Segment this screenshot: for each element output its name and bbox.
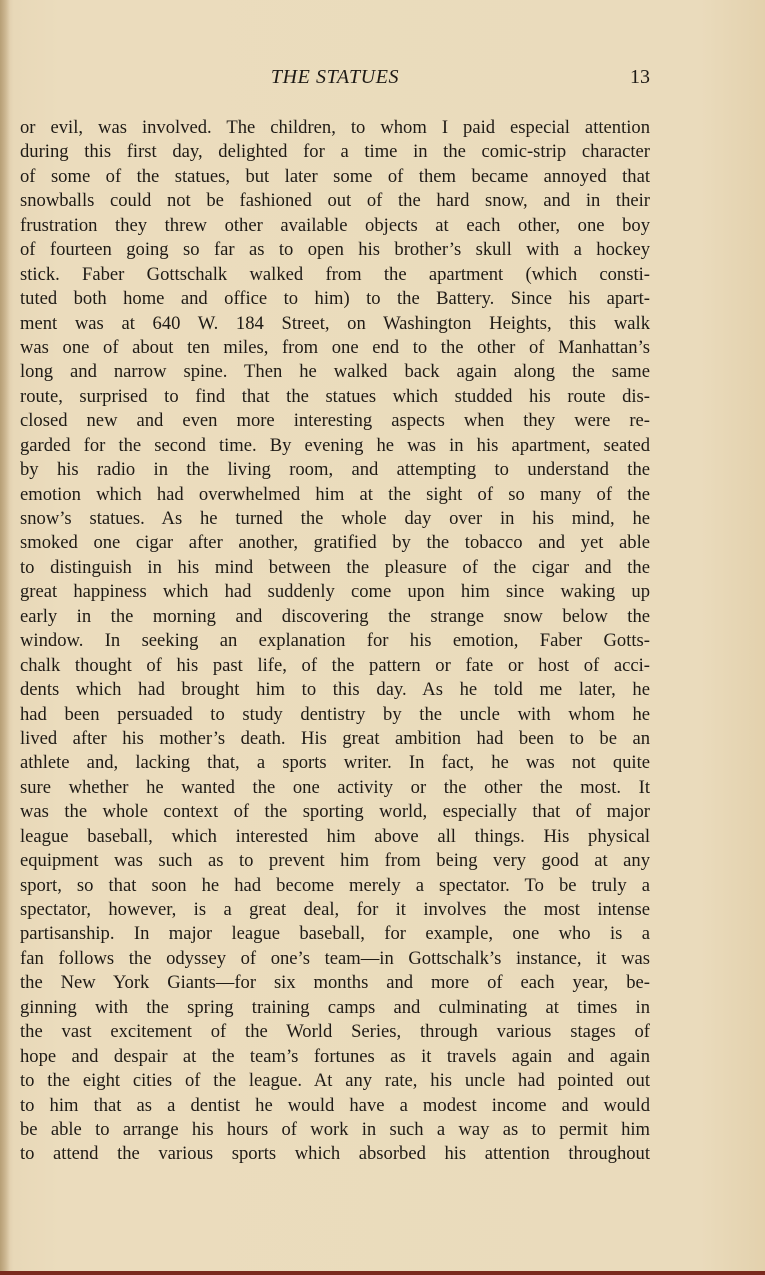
text-line: league baseball, which interested him above all things. His physical: [20, 825, 650, 847]
text-line: ginning with the spring training camps and culminating at times in: [20, 996, 650, 1018]
text-line: of some of the statues, but later some of them became annoyed that: [20, 165, 650, 187]
text-line: was one of about ten miles, from one end to the other of Manhattan’s: [20, 336, 650, 358]
text-line: long and narrow spine. Then he walked back again along the same: [20, 361, 650, 383]
text-line: closed new and even more interesting aspects when they were re-: [20, 410, 650, 432]
text-line: or evil, was involved. The children, to whom I paid especial attention: [20, 117, 650, 138]
text-line: by his radio in the living room, and attempting to understand the: [20, 459, 650, 481]
text-line: window. In seeking an explanation for his emotion, Faber Gotts-: [20, 630, 650, 652]
text-line: lived after his mother’s death. His great ambition had been to be an: [20, 727, 650, 749]
text-line: great happiness which had suddenly come upon him since waking up: [20, 581, 650, 603]
text-line: was the whole context of the sporting world, especially that of major: [20, 801, 650, 823]
text-line: smoked one cigar after another, gratified by the tobacco and yet able: [20, 532, 650, 554]
running-title: THE STATUES: [270, 66, 400, 88]
text-line: of fourteen going so far as to open his brother’s skull with a hockey: [20, 239, 650, 261]
text-line: stick. Faber Gottschalk walked from the apartment (which consti-: [20, 263, 650, 285]
text-line: snowballs could not be fashioned out of the hard snow, and in their: [20, 190, 650, 212]
text-line: early in the morning and discovering the strange snow below the: [20, 605, 650, 627]
text-line: to him that as a dentist he would have a modest income and would: [20, 1094, 650, 1116]
text-line: to attend the various sports which absorbed his attention throughout: [20, 1143, 650, 1165]
text-line: ment was at 640 W. 184 Street, on Washington Heights, this walk: [20, 312, 650, 334]
text-line: emotion which had overwhelmed him at the sight of so many of the: [20, 483, 650, 505]
text-line: frustration they threw other available objects at each other, one boy: [20, 214, 650, 236]
text-line: garded for the second time. By evening he was in his apartment, seated: [20, 434, 650, 456]
page-bottom-edge: [0, 1271, 765, 1275]
text-line: during this first day, delighted for a time in the comic-strip character: [20, 141, 650, 163]
text-line: spectator, however, is a great deal, for it involves the most intense: [20, 899, 650, 920]
text-line: equipment was such as to prevent him from being very good at any: [20, 850, 650, 872]
text-line: the vast excitement of the World Series, through various stages of: [20, 1021, 650, 1043]
text-line: hope and despair at the team’s fortunes as it travels again and again: [20, 1045, 650, 1067]
text-line: snow’s statues. As he turned the whole day over in his mind, he: [20, 508, 650, 529]
text-line: the New York Giants—for six months and more of each year, be-: [20, 972, 650, 994]
running-head: [20, 66, 650, 96]
text-line: tuted both home and office to him) to the Battery. Since his apart-: [20, 288, 650, 310]
text-line: fan follows the odyssey of one’s team—in Gottschalk’s instance, it was: [20, 947, 650, 969]
text-line: dents which had brought him to this day. As he told me later, he: [20, 679, 650, 701]
text-line: be able to arrange his hours of work in such a way as to permit him: [20, 1118, 650, 1140]
binding-shadow: [0, 0, 10, 1275]
body-text: [20, 116, 650, 1167]
text-line: route, surprised to find that the statues which studded his route dis-: [20, 385, 650, 407]
text-line: chalk thought of his past life, of the pattern or fate or host of acci-: [20, 654, 650, 676]
text-line: athlete and, lacking that, a sports writer. In fact, he was not quite: [20, 752, 650, 774]
text-line: to the eight cities of the league. At any rate, his uncle had pointed out: [20, 1070, 650, 1092]
text-line: had been persuaded to study dentistry by the uncle with whom he: [20, 703, 650, 725]
text-line: to distinguish in his mind between the pleasure of the cigar and the: [20, 556, 650, 578]
page-number: 13: [630, 66, 650, 88]
text-line: sport, so that soon he had become merely a spectator. To be truly a: [20, 874, 650, 896]
text-line: sure whether he wanted the one activity or the other the most. It: [20, 776, 650, 798]
text-line: partisanship. In major league baseball, for example, one who is a: [20, 923, 650, 945]
